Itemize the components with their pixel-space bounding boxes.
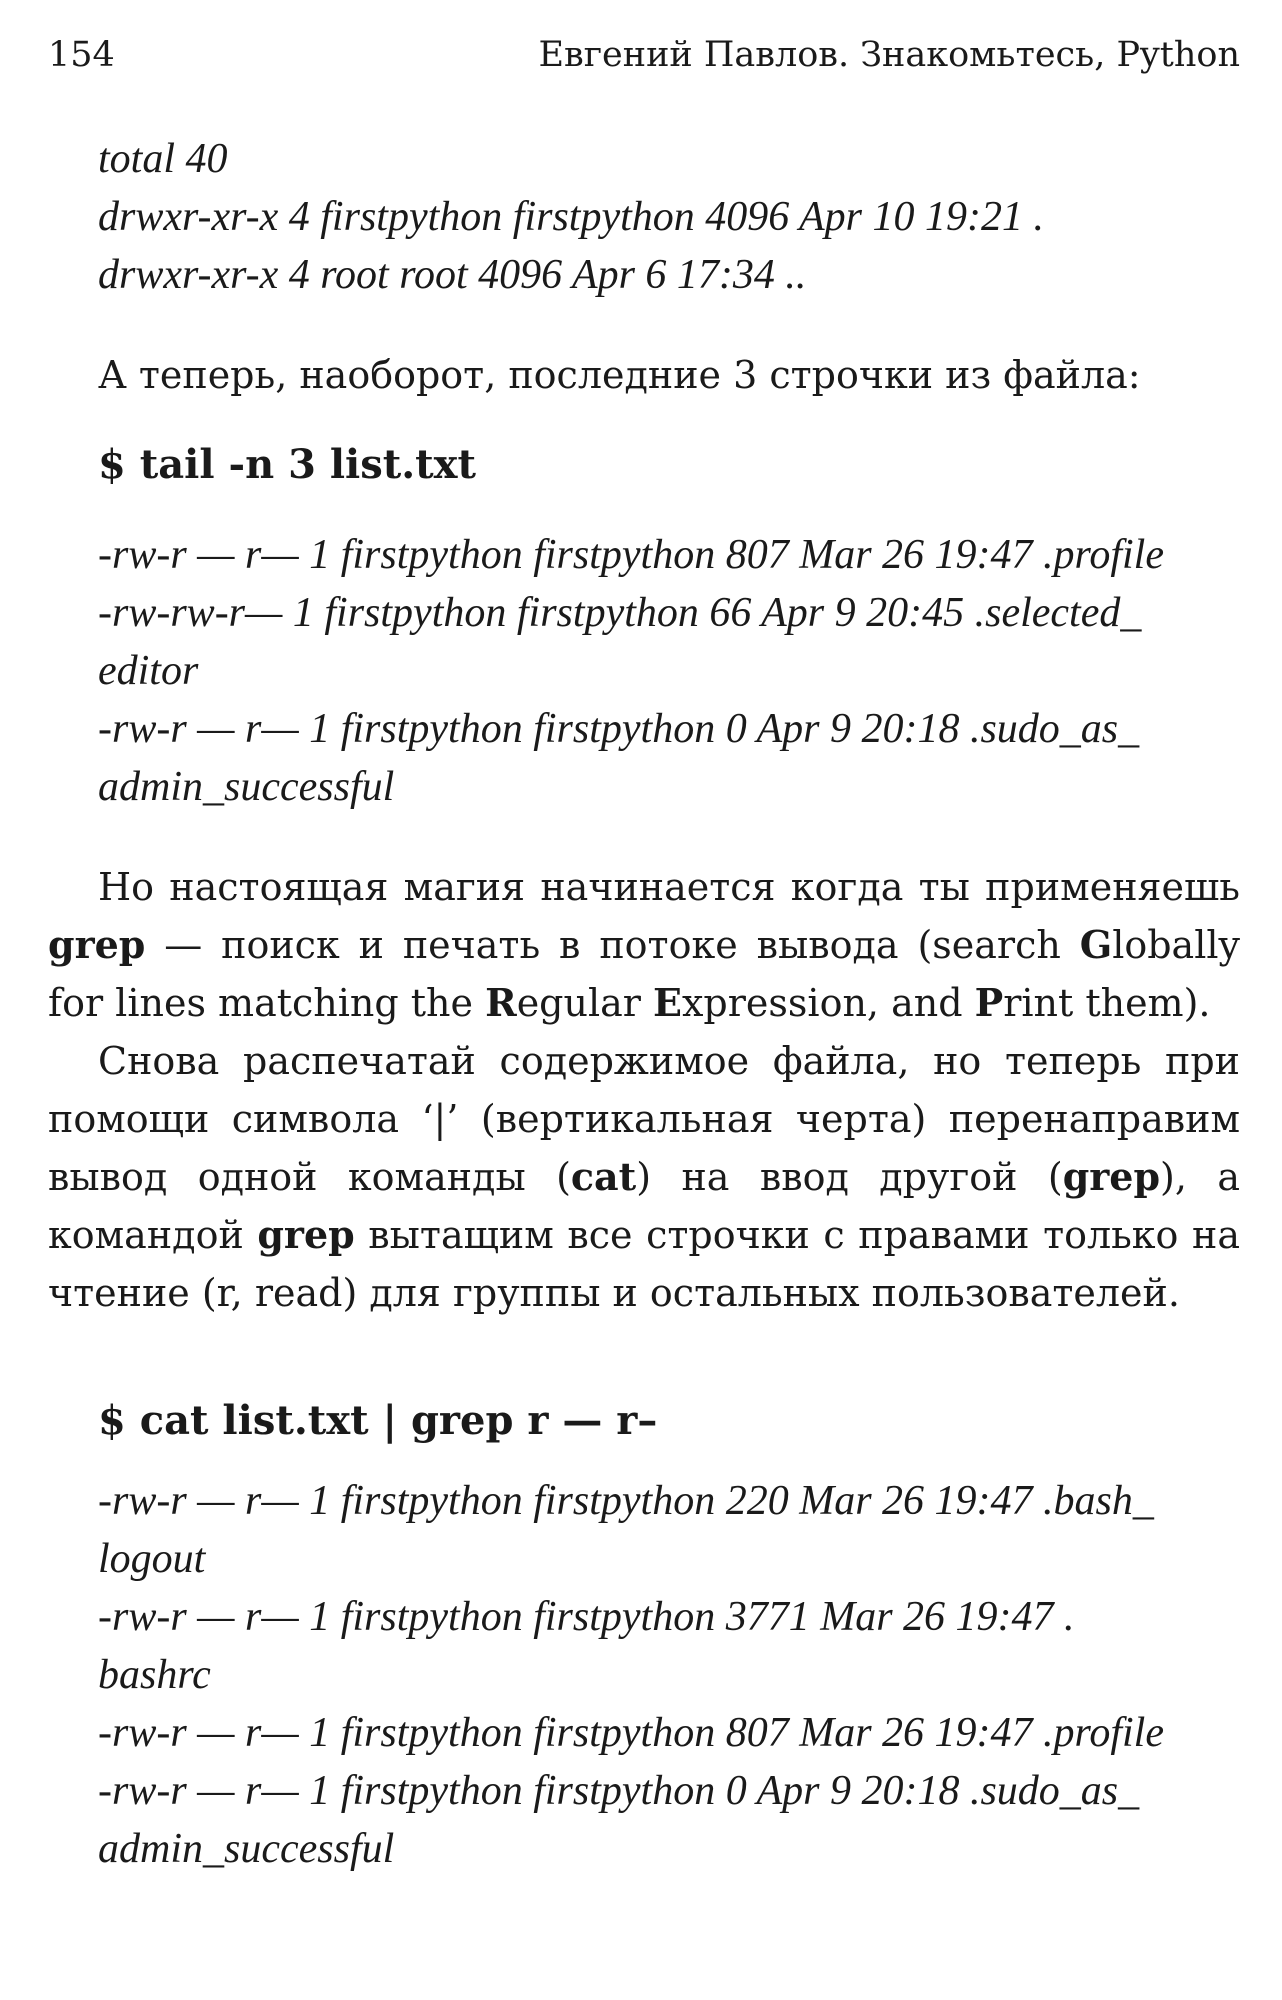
running-title: Евгений Павлов. Знакомьтесь, Python bbox=[538, 35, 1240, 75]
output-line: admin_successful bbox=[98, 1826, 395, 1872]
paragraph-pipe: Снова распечатай содержимое файла, но теперь при помощи символа ‘|’ (вертикальная черта) перенаправим вывод одной команды (cat) на ввод другой (grep), а командой grep вытащим все строчки с правами только на чтение (r, read) для группы и остальных пользователей. bbox=[48, 1039, 1240, 1315]
output-line: -rw-rw-r— 1 firstpython firstpython 66 Apr 9 20:45 .selected_ bbox=[98, 590, 1142, 636]
term-grep: grep bbox=[1062, 1154, 1161, 1199]
page-content bbox=[48, 130, 1240, 1878]
term-grep: grep bbox=[257, 1212, 355, 1257]
tail-output-block bbox=[98, 526, 1240, 816]
page-number: 154 bbox=[48, 35, 115, 75]
output-line: total 40 bbox=[98, 136, 228, 182]
output-line: drwxr-xr-x 4 root root 4096 Apr 6 17:34 .. bbox=[98, 252, 807, 298]
acronym-letter-e: E bbox=[653, 980, 682, 1025]
command-cat-grep: $ cat list.txt | grep r — r– bbox=[98, 1397, 658, 1444]
command-tail: $ tail -n 3 list.txt bbox=[98, 441, 476, 488]
ls-output-block bbox=[98, 130, 1240, 304]
acronym-letter-p: P bbox=[974, 980, 1004, 1025]
acronym-letter-g: G bbox=[1079, 922, 1113, 967]
term-grep: grep bbox=[48, 922, 146, 967]
output-line: -rw-r — r— 1 firstpython firstpython 0 Apr 9 20:18 .sudo_as_ bbox=[98, 706, 1140, 752]
acronym-letter-r: R bbox=[485, 980, 517, 1025]
paragraph-grep-intro: Но настоящая магия начинается когда ты применяешь grep — поиск и печать в потоке вывода (search Globally for lines matching the Regular Expression, and Print them). bbox=[48, 865, 1240, 1025]
output-line: -rw-r — r— 1 firstpython firstpython 0 Apr 9 20:18 .sudo_as_ bbox=[98, 1768, 1140, 1814]
output-line: -rw-r — r— 1 firstpython firstpython 220 Mar 26 19:47 .bash_ bbox=[98, 1478, 1154, 1524]
term-cat: cat bbox=[570, 1154, 637, 1199]
page-header bbox=[48, 30, 1240, 80]
output-line: bashrc bbox=[98, 1652, 211, 1698]
grep-output-block bbox=[98, 1472, 1240, 1878]
output-line: -rw-r — r— 1 firstpython firstpython 3771 Mar 26 19:47 . bbox=[98, 1594, 1075, 1640]
output-line: -rw-r — r— 1 firstpython firstpython 807 Mar 26 19:47 .profile bbox=[98, 532, 1164, 578]
output-line: editor bbox=[98, 648, 199, 694]
output-line: logout bbox=[98, 1536, 206, 1582]
output-line: -rw-r — r— 1 firstpython firstpython 807 Mar 26 19:47 .profile bbox=[98, 1710, 1164, 1756]
paragraph-intro-tail: А теперь, наоборот, последние 3 строчки из файла: bbox=[98, 353, 1141, 397]
output-line: drwxr-xr-x 4 firstpython firstpython 4096 Apr 10 19:21 . bbox=[98, 194, 1045, 240]
output-line: admin_successful bbox=[98, 764, 395, 810]
